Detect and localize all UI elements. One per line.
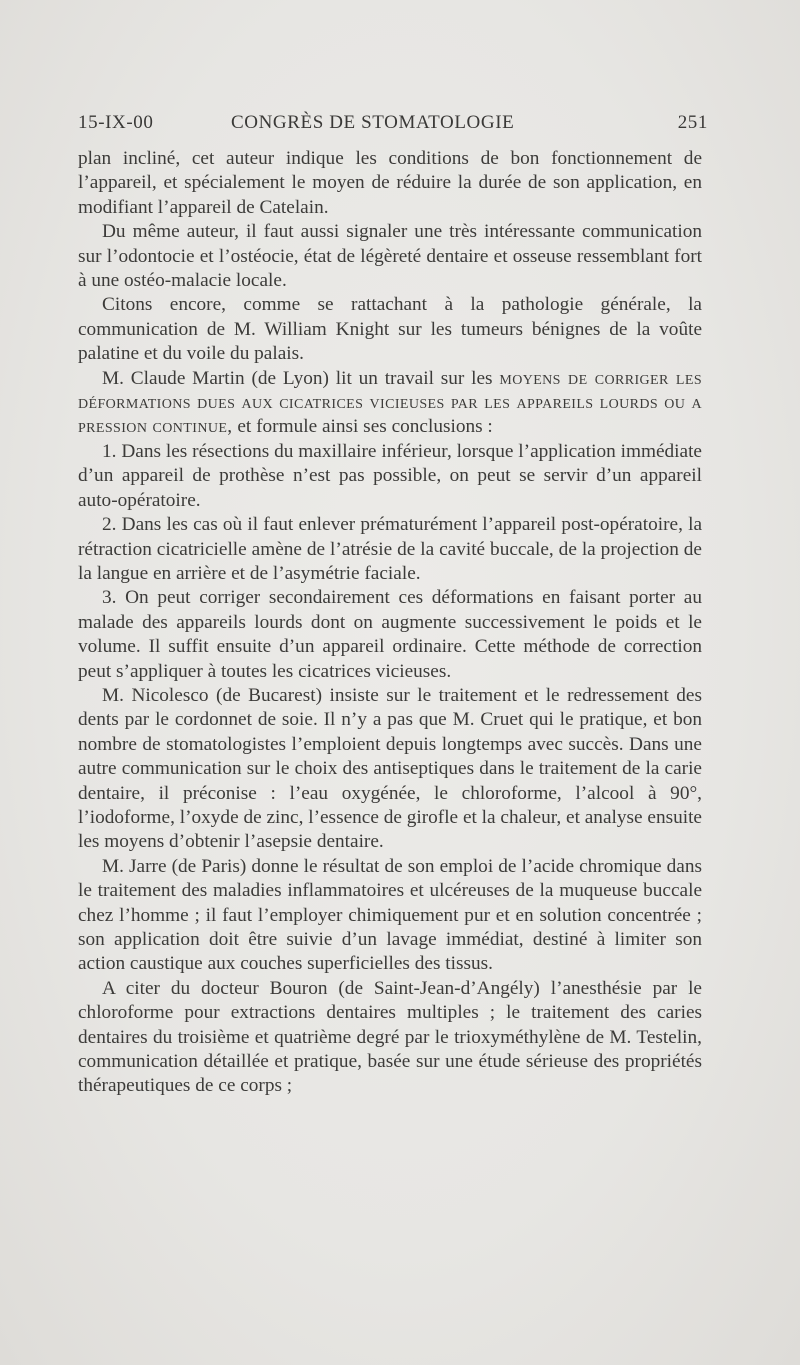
body-text — [78, 147, 702, 1099]
paragraph-jarre: M. Jarre (de Paris) donne le résultat de son emploi de l’acide chromique dans le traitement des maladies inflammatoires et ulcéreuses de la muqueuse buccale chez l’homme ; il faut l’employer chimiquement pur et en solution concentrée ; son application doit être suivie d’un lavage immédiat, destiné à limiter son action caustique aux couches superficielles des tissus. — [78, 855, 702, 975]
conclusion-1: 1. Dans les résections du maxillaire inférieur, lorsque l’application immédiate d’un appareil de prothèse n’est pas possible, on peut se servir d’un appareil auto-opératoire. — [78, 440, 702, 511]
header-running-title: CONGRÈS DE STOMATOLOGIE — [231, 112, 515, 133]
paragraph-4 — [78, 367, 702, 440]
paragraph-4-intro: M. Claude Martin (de Lyon) lit un travail sur les — [102, 367, 493, 389]
paragraph-1: plan incliné, cet auteur indique les conditions de bon fonctionnement de l’appareil, et spécialement le moyen de réduire la durée de son application, en modifiant l’appareil de Catelain. — [78, 148, 702, 218]
paragraph-4-outro: et formule ainsi ses conclusions : — [237, 416, 493, 438]
paper-title-smallcaps: moyens de corriger les déformations dues aux cicatrices vicieuses par les appareils lourds ou a pression continue, — [78, 367, 703, 438]
paragraph-3: Citons encore, comme se rattachant à la pathologie générale, la communication de M. William Knight sur les tumeurs bénignes de la voûte palatine et du voile du palais. — [78, 294, 702, 365]
header-date: 15-IX-00 — [78, 112, 154, 133]
paragraph-nicolesco: M. Nicolesco (de Bucarest) insiste sur le traitement et le redressement des dents par le cordonnet de soie. Il n’y a pas que M. Cruet qui le pratique, et bon nombre de stomatologistes l’emploient depuis longtemps avec succès. Dans une autre communication sur le choix des antiseptiques dans le traitement de la carie dentaire, il préconise : l’eau oxygénée, le chloroforme, l’alcool à 90°, l’iodoforme, l’oxyde de zinc, l’essence de girofle et la chaleur, et analyse ensuite les moyens d’obtenir l’asepsie dentaire. — [78, 684, 702, 853]
paragraph-bouron: A citer du docteur Bouron (de Saint-Jean-d’Angély) l’anesthésie par le chloroforme pour extractions dentaires multiples ; le traitement des caries dentaires du troisième et quatrième degré par le trioxyméthylène de M. Testelin, communication détaillée et pratique, basée sur une étude sérieuse des propriétés thérapeutiques de ce corps ; — [78, 977, 702, 1097]
page-number: 251 — [677, 112, 708, 133]
conclusion-2: 2. Dans les cas où il faut enlever prématurément l’appareil post-opératoire, la rétraction cicatricielle amène de l’atrésie de la cavité buccale, de la projection de la langue en arrière et de l’asymétrie faciale. — [78, 514, 702, 584]
conclusion-3: 3. On peut corriger secondairement ces déformations en faisant porter au malade des appareils lourds dont on augmente successivement le poids et le volume. Il suffit ensuite d’un appareil ordinaire. Cette méthode de correction peut s’appliquer à toutes les cicatrices vicieuses. — [78, 587, 702, 682]
paragraph-2: Du même auteur, il faut aussi signaler une très intéressante communication sur l’odontocie et l’ostéocie, état de légèreté dentaire et osseuse ressemblant fort à une ostéo-malacie locale. — [78, 221, 702, 292]
running-header — [78, 112, 708, 142]
